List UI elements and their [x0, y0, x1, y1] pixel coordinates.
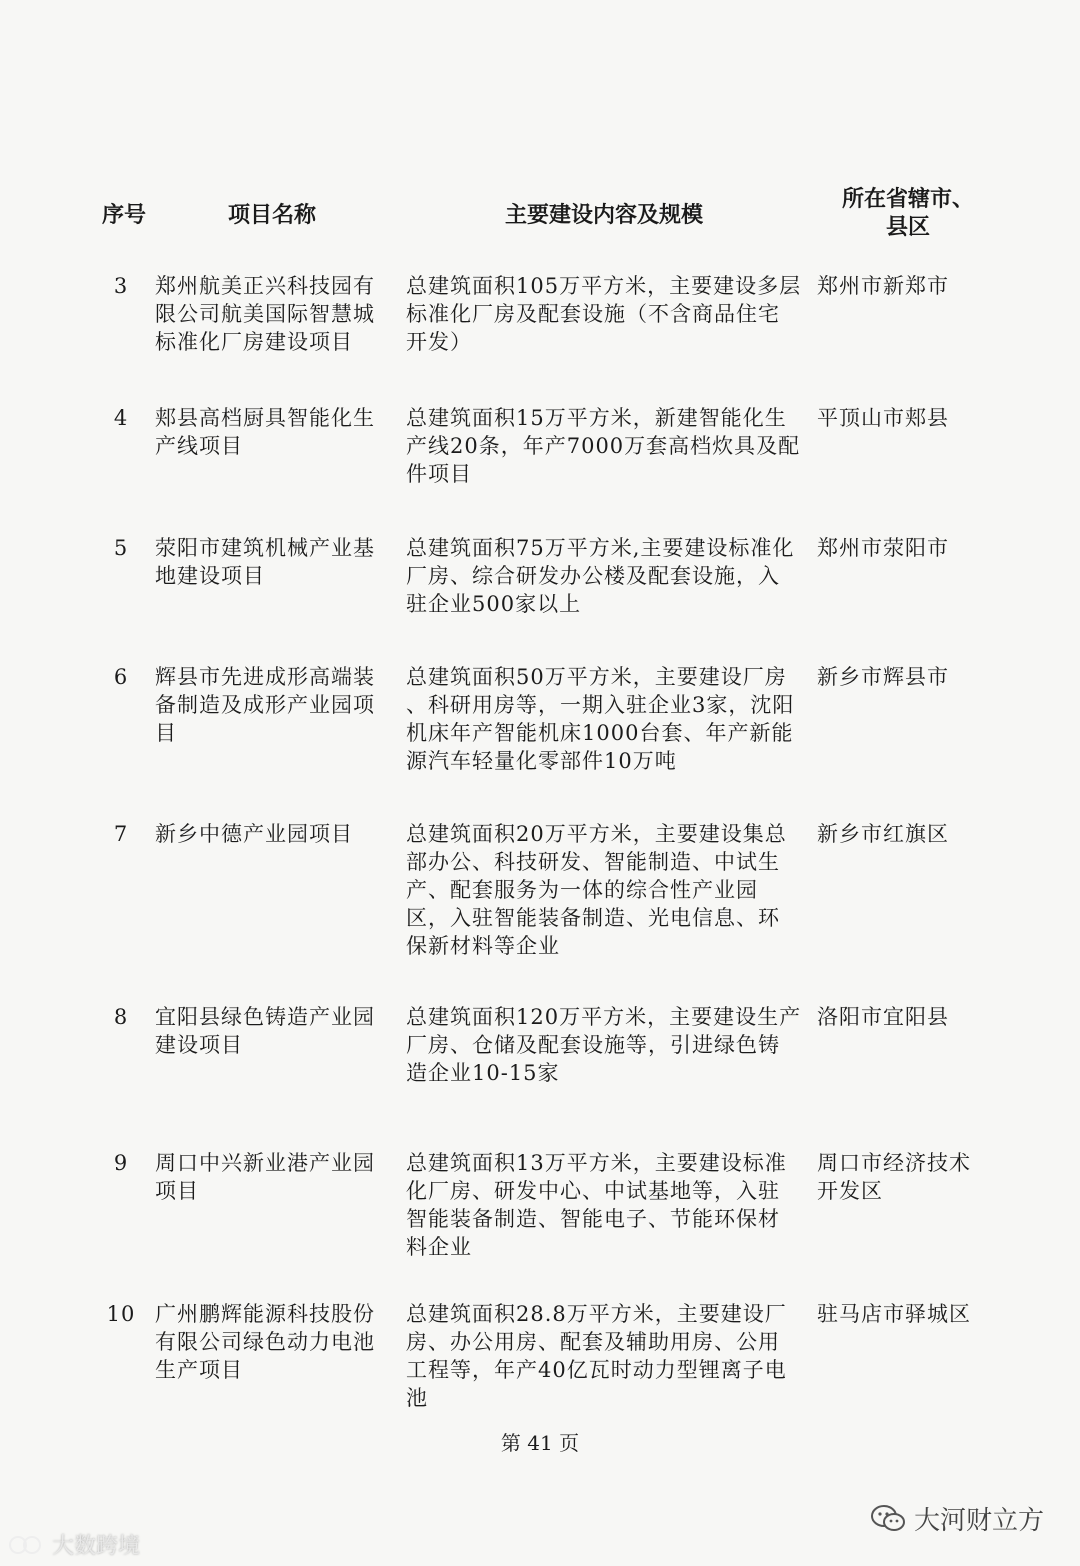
row-content-line: 、科研用房等，一期入驻企业3家，沈阳 [406, 693, 795, 717]
row-location [817, 1300, 997, 1328]
row-content-line: 房、办公用房、配套及辅助用房、公用 [406, 1330, 780, 1354]
row-location-line: 周口市经济技术 [817, 1151, 971, 1175]
row-location-line: 平顶山市郏县 [817, 406, 949, 430]
row-content-line: 部办公、科技研发、智能制造、中试生 [406, 850, 780, 874]
header-seq: 序号 [102, 203, 147, 228]
row-content-line: 总建筑面积75万平方米,主要建设标准化 [406, 536, 795, 560]
row-seq: 6 [113, 665, 129, 689]
row-name-line: 新乡中德产业园项目 [155, 822, 353, 846]
row-content-line: 保新材料等企业 [406, 934, 560, 958]
row-name-line: 产线项目 [155, 434, 243, 458]
watermark-right [870, 1500, 1044, 1537]
table-header [0, 180, 1080, 250]
row-location [817, 534, 997, 562]
header-location-line1: 所在省辖市、 [841, 187, 974, 212]
row-seq: 8 [113, 1005, 129, 1029]
row-content-line: 区，入驻智能装备制造、光电信息、环 [406, 906, 780, 930]
row-content [406, 534, 806, 618]
row-content-line: 造企业10-15家 [406, 1061, 560, 1085]
watermark-left [8, 1529, 140, 1560]
watermark-left-text: 大数跨境 [52, 1534, 141, 1559]
row-name-line: 生产项目 [155, 1358, 243, 1382]
wechat-icon [870, 1504, 906, 1534]
row-content-line: 产线20条，年产7000万套高档炊具及配 [406, 434, 801, 458]
row-name-line: 地建设项目 [155, 564, 265, 588]
row-name-line: 备制造及成形产业园项 [155, 693, 375, 717]
row-name-line: 标准化厂房建设项目 [155, 330, 353, 354]
row-location [817, 820, 997, 848]
row-content [406, 820, 806, 960]
row-location [817, 1003, 997, 1031]
row-content-line: 总建筑面积15万平方米，新建智能化生 [406, 406, 787, 430]
row-name [155, 820, 395, 848]
row-name-line: 荥阳市建筑机械产业基 [155, 536, 375, 560]
row-location [817, 1149, 997, 1205]
row-content [406, 1149, 806, 1261]
row-name-line: 宜阳县绿色铸造产业园 [155, 1005, 375, 1029]
row-seq: 7 [113, 822, 129, 846]
row-content-line: 机床年产智能机床1000台套、年产新能 [406, 721, 794, 745]
row-location-line: 新乡市红旗区 [817, 822, 949, 846]
row-content [406, 1300, 806, 1412]
row-seq: 4 [113, 406, 129, 430]
row-location-line: 郑州市荥阳市 [817, 536, 949, 560]
row-name-line: 广州鹏辉能源科技股份 [155, 1302, 375, 1326]
row-content-line: 总建筑面积120万平方米，主要建设生产 [406, 1005, 802, 1029]
row-location-line: 开发区 [817, 1179, 883, 1203]
row-name-line: 郑州航美正兴科技园有 [155, 274, 375, 298]
row-seq: 9 [113, 1151, 129, 1175]
row-content-line: 厂房、综合研发办公楼及配套设施，入 [406, 564, 780, 588]
row-content-line: 源汽车轻量化零部件10万吨 [406, 749, 677, 773]
page-number: 第 41 页 [500, 1431, 580, 1455]
row-name [155, 272, 395, 356]
row-name-line: 限公司航美国际智慧城 [155, 302, 375, 326]
row-name-line: 周口中兴新业港产业园 [155, 1151, 375, 1175]
row-location [817, 404, 997, 432]
row-content-line: 总建筑面积20万平方米，主要建设集总 [406, 822, 787, 846]
row-name-line: 有限公司绿色动力电池 [155, 1330, 375, 1354]
header-location [838, 186, 978, 242]
row-content [406, 404, 806, 488]
row-seq: 10 [106, 1302, 136, 1326]
row-location [817, 272, 997, 300]
brand-logo-icon [8, 1532, 48, 1558]
row-content-line: 总建筑面积13万平方米，主要建设标准 [406, 1151, 787, 1175]
row-location-line: 洛阳市宜阳县 [817, 1005, 949, 1029]
row-name [155, 404, 395, 460]
row-name [155, 1300, 395, 1384]
row-content-line: 总建筑面积50万平方米，主要建设厂房 [406, 665, 787, 689]
row-name-line: 建设项目 [155, 1033, 243, 1057]
row-content [406, 663, 806, 775]
row-name [155, 1003, 395, 1059]
row-content-line: 总建筑面积105万平方米，主要建设多层 [406, 274, 802, 298]
header-name: 项目名称 [228, 203, 317, 228]
row-name [155, 1149, 395, 1205]
row-content-line: 池 [406, 1386, 428, 1410]
row-location [817, 663, 997, 691]
row-content-line: 标准化厂房及配套设施（不含商品住宅 [406, 302, 780, 326]
row-name-line: 目 [155, 721, 177, 745]
row-content-line: 厂房、仓储及配套设施等，引进绿色铸 [406, 1033, 780, 1057]
header-content: 主要建设内容及规模 [505, 203, 704, 228]
row-content-line: 驻企业500家以上 [406, 592, 582, 616]
row-content-line: 总建筑面积28.8万平方米，主要建设厂 [406, 1302, 787, 1326]
row-seq: 3 [113, 274, 129, 298]
row-name-line: 辉县市先进成形高端装 [155, 665, 375, 689]
row-name-line: 郏县高档厨具智能化生 [155, 406, 375, 430]
row-content-line: 产、配套服务为一体的综合性产业园 [406, 878, 758, 902]
row-name [155, 534, 395, 590]
row-content-line: 工程等，年产40亿瓦时动力型锂离子电 [406, 1358, 787, 1382]
row-name-line: 项目 [155, 1179, 199, 1203]
watermark-right-text: 大河财立方 [913, 1506, 1044, 1536]
row-content [406, 1003, 806, 1087]
row-content-line: 智能装备制造、智能电子、节能环保材 [406, 1207, 780, 1231]
row-content-line: 料企业 [406, 1235, 472, 1259]
row-seq: 5 [113, 536, 129, 560]
row-location-line: 新乡市辉县市 [817, 665, 949, 689]
row-name [155, 663, 395, 747]
row-content-line: 件项目 [406, 462, 472, 486]
row-location-line: 郑州市新郑市 [817, 274, 949, 298]
header-location-line2: 县区 [885, 215, 930, 240]
row-content-line: 化厂房、研发中心、中试基地等，入驻 [406, 1179, 780, 1203]
row-content [406, 272, 806, 356]
row-location-line: 驻马店市驿城区 [817, 1302, 971, 1326]
row-content-line: 开发） [406, 330, 472, 354]
